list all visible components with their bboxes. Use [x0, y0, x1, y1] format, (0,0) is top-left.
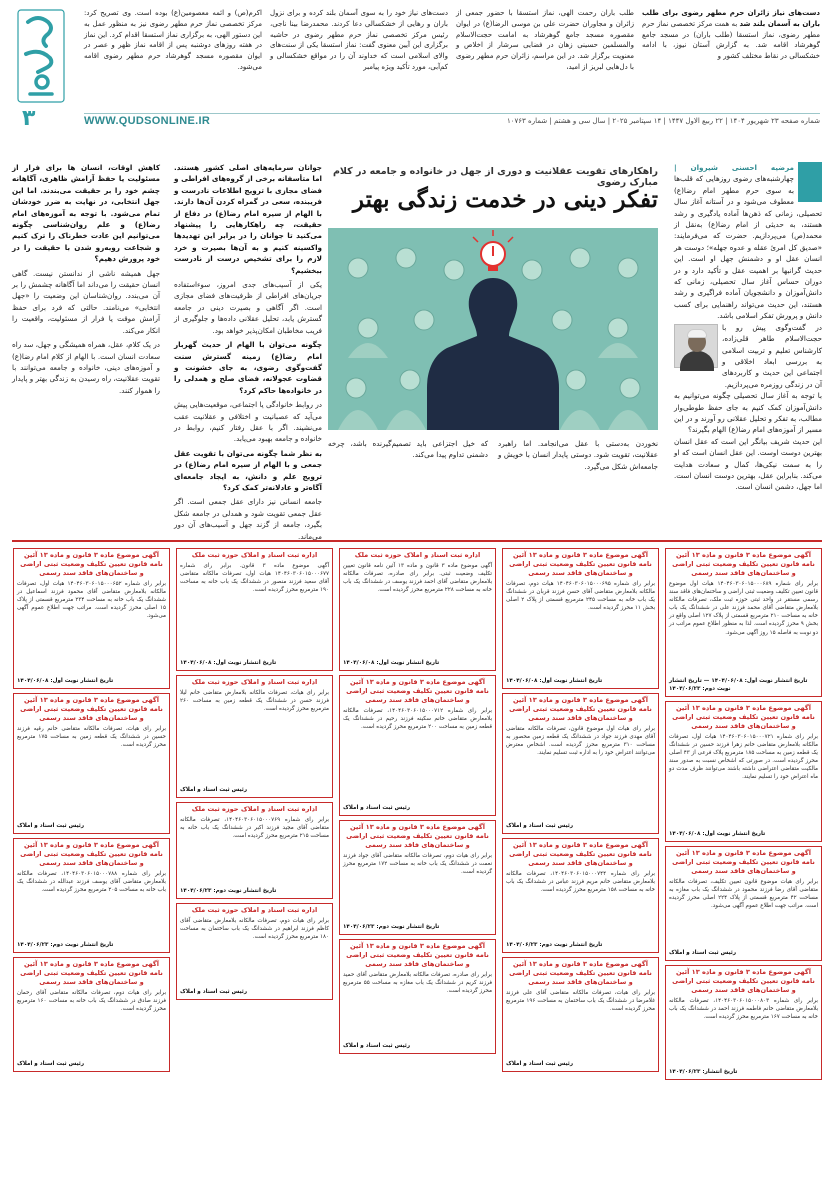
notice-signature: تاریخ انتشار نوبت دوم: ۱۴۰۴/۰۶/۲۳ — [506, 942, 603, 948]
notice-title: آگهی موضوع ماده ۳ قانون و ماده ۱۳ آئین نامه قانون تعیین تکلیف وضعیت ثبتی اراضی و ساختمان‌های فاقد سند رسمی — [20, 841, 163, 867]
masthead-news — [84, 8, 820, 108]
notice-signature: تاریخ انتشار نوبت اول: ۱۴۰۴/۰۶/۰۸ — [17, 678, 114, 684]
news-text: طلب باران رحمت الهی، نماز استسقا با حضور جمعی از زائران و مجاوران حضرت علی بن موسی الرضا(ع) در ایوان مقصوره مسجد جامع گوهرشاد به امامت حجت‌الاسلام والمسلمین حسینی زهان در فضایی سرشار از اخلاص و معنویت برگزار شد. در این مراسم، زائران حرم مطهر رضوی با دل‌هایی لبریز از امید، — [456, 9, 634, 71]
notice-signature: رئیس ثبت اسناد و املاک — [669, 950, 737, 956]
feature-article — [11, 162, 822, 541]
lead-column — [674, 162, 822, 527]
notice-box — [176, 548, 333, 671]
notice-body: برابر رای شماره ۱۴۰۴۶۰۳۰۶۰۱۵۰۰۰۷۸۸، تصرفات مالکانه بلامعارض متقاضی آقای یوسف فرزند عبدالله در ششدانگ یک باب خانه به مساحت ۲۰۵ مترمربع محرز گردیده است. — [17, 871, 166, 894]
answer-2: در روابط خانوادگی یا اجتماعی، موقعیت‌هایی پیش می‌آید که عصبانیت و اختلافی و عقلانیت عقب می‌نشیند. اگر با عقل رفتار کنیم، روابط در خانواده و جامعه بهبود می‌یابد. — [174, 400, 322, 444]
hero-block — [328, 162, 658, 527]
notice-box — [502, 693, 659, 834]
notice-box — [502, 838, 659, 953]
notice-title: آگهی موضوع ماده ۳ قانون و ماده ۱۳ آئین نامه قانون تعیین تکلیف وضعیت ثبتی اراضی و ساختمان‌های فاقد سند رسمی — [20, 696, 163, 722]
notice-signature: تاریخ انتشار: ۱۴۰۴/۰۶/۲۳ — [669, 1069, 738, 1075]
notice-title: آگهی موضوع ماده ۳ قانون و ماده ۱۳ آئین نامه قانون تعیین تکلیف وضعیت ثبتی اراضی و ساختمان‌های فاقد سند رسمی — [346, 678, 489, 704]
interview-intro: در گفت‌وگوی پیش رو با حجت‌الاسلام طاهر قلی‌زاده، کارشناس تعلیم و تربیت اسلامی به بررسی ابعاد اخلاقی و اجتماعی این حدیث و کاربردهای آن در زندگی روزمره می‌پردازیم. — [722, 322, 822, 389]
notice-signature: رئیس ثبت اسناد و املاک — [506, 1061, 574, 1067]
notice-title: آگهی موضوع ماده ۳ قانون و ماده ۱۳ آئین نامه قانون تعیین تکلیف وضعیت ثبتی اراضی و ساختمان‌های فاقد سند رسمی — [509, 551, 652, 577]
page-number: ۳ — [22, 106, 36, 131]
notice-title: آگهی موضوع ماده ۳ قانون و ماده ۱۳ آئین نامه قانون تعیین تکلیف وضعیت ثبتی اراضی و ساختمان‌های فاقد سند رسمی — [509, 841, 652, 867]
notice-signature: تاریخ انتشار نوبت دوم: ۱۴۰۴/۰۶/۲۳ — [180, 888, 277, 894]
news-column-2 — [456, 8, 634, 73]
notice-title: اداره ثبت اسناد و املاک حوزه ثبت ملک — [354, 551, 481, 559]
notice-signature: تاریخ انتشار نوبت اول: ۱۴۰۴/۰۶/۰۸ — [506, 678, 603, 684]
notice-signature: تاریخ انتشار نوبت اول: ۱۴۰۴/۰۶/۰۸ — [669, 831, 766, 837]
hero-subtext — [328, 438, 658, 528]
notice-column-4 — [176, 548, 333, 1190]
byline: مرضیه احسنی شیروان | — [674, 163, 794, 172]
notice-signature: رئیس ثبت اسناد و املاک — [17, 1061, 85, 1067]
article-kicker: راهکارهای تقویت عقلانیت و دوری از جهل در خانواده و جامعه در کلام مبارک رضوی — [332, 166, 658, 188]
notice-body: برابر رای هیات دوم، تصرفات مالکانه بلامعارض متقاضی آقای کاظم فرزند ابراهیم در ششدانگ یک باب ساختمان به مساحت ۱۸۰ مترمربع محرز گردیده است. — [180, 918, 329, 941]
news-headline: دست‌های نیاز زائران حرم مطهر رضوی برای طلب باران به آسمان بلند شد — [642, 9, 820, 28]
notice-title: اداره ثبت اسناد و املاک حوزه ثبت ملک — [191, 678, 318, 686]
news-column-4 — [84, 8, 262, 73]
notice-title: آگهی موضوع ماده ۳ قانون و ماده ۱۳ آئین نامه قانون تعیین تکلیف وضعیت ثبتی اراضی و ساختمان‌های فاقد سند رسمی — [672, 551, 815, 577]
notice-title: آگهی موضوع ماده ۳ قانون و ماده ۱۳ آئین نامه قانون تعیین تکلیف وضعیت ثبتی اراضی و ساختمان‌های فاقد سند رسمی — [672, 704, 815, 730]
notice-box — [339, 548, 496, 671]
notice-body: برابر رای شماره ۱۴۰۴۶۰۳۰۶۰۱۵۰۰۰۷۱۲، تصرفات مالکانه بلامعارض متقاضی خانم سکینه فرزند رحیم در ششدانگ یک قطعه زمین به مساحت ۲۰۰ مترمربع محرز گردیده است. — [343, 708, 492, 731]
notice-body: برابر رای هیات، تصرفات مالکانه متقاضی آقای علی فرزند غلامرضا در ششدانگ یک باب ساختمان به مساحت ۱۹۶ مترمربع محرز گردیده است. — [506, 990, 655, 1013]
notice-column-2 — [502, 548, 659, 1190]
notice-title: آگهی موضوع ماده ۳ قانون و ماده ۱۳ آئین نامه قانون تعیین تکلیف وضعیت ثبتی اراضی و ساختمان‌های فاقد سند رسمی — [346, 823, 489, 849]
notice-box — [502, 548, 659, 689]
notice-body: برابر رای هیات دوم، تصرفات مالکانه متقاضی آقای جواد فرزند نعمت در ششدانگ یک باب خانه به مساحت ۱۷۲ مترمربع محرز گردیده است. — [343, 853, 493, 876]
notice-signature: رئیس ثبت اسناد و املاک — [343, 1043, 411, 1049]
answer-4: یکی از آسیب‌های جدی امروز، سوءاستفاده جریان‌های افراطی از ظرفیت‌های فضای مجازی است. اگر آگاهی و بصیرت دینی در جامعه گسترش یابد، تحلیل عقلانی داده‌ها و جلوگیری از فریب مخاطبان امکان‌پذیر خواهد بود. — [174, 280, 322, 335]
news-text: به همت مرکز تخصصی نماز حرم مطهر رضوی، نماز استسقا (طلب باران) در مسجد جامع گوهرشاد اقامه شد. به گزارش آستان نیوز، با ادامه خشکسالی در نقاط مختلف کشور و — [642, 19, 820, 61]
answer-3: جامعه انسانی نیز دارای عقل جمعی است. اگر عقل جمعی تقویت شود و همدلی در جامعه شکل بگیرد، جامعه از گزند جهل و آسیب‌های آن دور می‌ماند. — [174, 497, 322, 541]
notice-body: برابر رای هیات موضوع قانون تعیین تکلیف، تصرفات مالکانه متقاضی آقای رضا فرزند محمود در ششدانگ یک باب مغازه به مساحت ۴۲ مترمربع قسمتی از پلاک ۲۲۴ اصلی محرز گردیده است. مراتب جهت اطلاع عموم آگهی می‌شود. — [669, 879, 818, 910]
question-3: به نظر شما چگونه می‌توان با تقویت عقل جمعی و با الهام از سیره امام رضا(ع) در ترویج علم و دانش، به ایجاد جامعه‌ای آگاه‌تر و عادلانه‌تر کمک کرد؟ — [174, 448, 322, 492]
lightbulb-silhouette-illustration — [328, 228, 658, 430]
notice-signature: رئیس ثبت اسناد و املاک — [180, 989, 248, 995]
legal-notices — [12, 548, 822, 1190]
notice-box — [13, 548, 170, 689]
masthead — [0, 0, 834, 135]
section-logo — [14, 8, 68, 131]
notice-box — [665, 701, 822, 842]
question-1: با توجه به آغاز سال تحصیلی چگونه می‌توانیم به دانش‌آموزان کمک کنیم به جای حفظ طوطی‌وار مطالب، به تفکر و تحلیل عقلانی رو آورند و در این مسیر از آموزه‌های امام رضا(ع) الهام بگیرند؟ — [674, 391, 822, 435]
notice-signature: تاریخ انتشار نوبت اول: ۱۴۰۴/۰۶/۰۸ — [180, 660, 277, 666]
notice-signature: تاریخ انتشار نوبت دوم: ۱۴۰۴/۰۶/۲۳ — [17, 942, 114, 948]
notice-signature: تاریخ انتشار نوبت اول: ۱۴۰۴/۰۶/۰۸ — تاریخ انتشار نوبت دوم: ۱۴۰۴/۰۶/۲۳ — [669, 678, 808, 692]
notice-box — [339, 939, 496, 1054]
notice-box — [176, 675, 333, 798]
notice-body: برابر رای هیات، تصرفات مالکانه متقاضی خانم رقیه فرزند حسین در ششدانگ یک قطعه زمین به مساحت ۱۷۵ مترمربع محرز گردیده است. — [17, 726, 167, 749]
masthead-info-bar — [84, 113, 820, 127]
article-column-q3-q4 — [174, 162, 322, 541]
subtext-left: که خیل اجتزاعی باید تصمیم‌گیرنده باشد، چرخه دشمنی تداوم پیدا می‌کند. — [328, 439, 488, 460]
notice-body: برابر رای هیات، تصرفات مالکانه بلامعارض متقاضی خانم لیلا فرزند حسن در ششدانگ یک قطعه زمین به مساحت ۲۶۰ مترمربع محرز گردیده است. — [180, 690, 329, 713]
notice-signature: تاریخ انتشار نوبت دوم: ۱۴۰۴/۰۶/۲۳ — [343, 924, 440, 930]
notice-body: برابر رای شماره ۱۴۰۴۶۰۳۰۶۰۱۵۰۰۰۶۸۹ هیات اول موضوع قانون تعیین تکلیف وضعیت ثبتی اراضی و ساختمان‌های فاقد سند رسمی مستقر در واحد ثبتی حوزه ثبت ملک، تصرفات مالکانه بلامعارض متقاضی آقای محمد فرزند علی در ششدانگ یک باب خانه به مساحت ۲۱۰ مترمربع قسمتی از پلاک ۱۲۷ اصلی واقع در بخش ۹ محرز گردیده است. لذا به منظور اطلاع عموم مراتب در دو نوبت به فاصله ۱۵ روز آگهی می‌شود. — [669, 581, 819, 636]
notice-signature: رئیس ثبت اسناد و املاک — [180, 787, 248, 793]
notice-title: آگهی موضوع ماده ۳ قانون و ماده ۱۳ آئین نامه قانون تعیین تکلیف وضعیت ثبتی اراضی و ساختمان‌های فاقد سند رسمی — [20, 551, 163, 577]
notice-body: برابر رای شماره ۱۴۰۴۶۰۳۰۶۰۱۵۰۰۰۷۲۱ هیات اول، تصرفات مالکانه بلامعارض متقاضی خانم زهرا فرزند حسین در ششدانگ یک قطعه زمین به مساحت ۱۸۵ مترمربع پلاک فرعی از ۴۳ اصلی محرز گردیده است. در صورتی که اشخاص نسبت به صدور سند مالکیت متقاضی اعتراضی داشته باشند می‌توانند ظرف مدت دو ماه اعتراض خود را تسلیم نمایند. — [669, 734, 818, 781]
answer-5: جهل همیشه ناشی از ندانستن نیست. گاهی انسان حقیقت را می‌داند اما آگاهانه چشمش را بر آن می‌بندد. روان‌شناسان این وضعیت را «جهل انتخابی» می‌نامند. حالتی که فرد برای حفظ آرامش موقت یا فرار از مسئولیت، واقعیت را انکار می‌کند. — [12, 268, 160, 335]
notice-title: آگهی موضوع ماده ۳ قانون و ماده ۱۳ آئین نامه قانون تعیین تکلیف وضعیت ثبتی اراضی و ساختمان‌های فاقد سند رسمی — [509, 960, 652, 986]
notice-box — [176, 802, 333, 899]
question-4: جوانان سرمایه‌های اصلی کشور هستند. اما متأسفانه برخی از گروه‌های افراطی و فضای مجازی با ترویج اطلاعات نادرست و فریبنده، سعی در گمراه کردن آن‌ها دارند. با الهام از سیره امام رضا(ع) در دفاع از حقیقت، چه راهکارهایی را پیشنهاد می‌کنید تا جوانان را در برابر این تهدیدها واکسینه کنیم و به آن‌ها بصیرت و خرد لازم را برای تشخیص درست از نادرست ببخشیم؟ — [174, 163, 322, 275]
notice-box — [502, 957, 659, 1072]
notice-title: اداره ثبت اسناد و املاک حوزه ثبت ملک — [191, 805, 318, 813]
notice-column-5 — [13, 548, 170, 1190]
news-column-1 — [642, 8, 820, 62]
answer-1: این حدیث شریف بیانگر این است که عقل انسان بهترین دوست اوست. این عقل انسان است که او را به سمت نیکی‌ها، کمال و سعادت هدایت می‌کند. بنابراین عقل، بهترین دوست انسان است. اما جهل، دشمن انسان است. — [674, 436, 822, 492]
notice-body: برابر رای شماره ۱۴۰۴۶۰۳۰۶۰۱۵۰۰۰۶۵۲ هیات اول، تصرفات مالکانه بلامعارض متقاضی آقای محمود فرزند اسماعیل در ششدانگ یک باب خانه به مساحت ۲۳۴ مترمربع قسمتی از پلاک ۱۵ اصلی محرز گردیده است. مراتب جهت اطلاع عموم آگهی می‌شود. — [17, 581, 166, 620]
notice-body: آگهی موضوع ماده ۳ قانون. برابر رای شماره ۱۴۰۴۶۰۳۰۶۰۱۵۰۰۰۶۷۷ هیات اول، تصرفات مالکانه متقاضی آقای سعید فرزند منصور در ششدانگ یک باب خانه به مساحت ۱۹۰ مترمربع محرز گردیده است. — [180, 563, 329, 594]
notice-column-3 — [339, 548, 496, 1190]
notice-title: آگهی موضوع ماده ۳ قانون و ماده ۱۳ آئین نامه قانون تعیین تکلیف وضعیت ثبتی اراضی و ساختمان‌های فاقد سند رسمی — [672, 968, 815, 994]
notice-body: برابر رای شماره ۱۴۰۴۶۰۳۰۶۰۱۵۰۰۰۷۶۹، تصرفات مالکانه متقاضی آقای مجید فرزند اکبر در ششدانگ یک باب خانه به مساحت ۲۱۵ مترمربع محرز گردیده است. — [180, 817, 329, 840]
notice-box — [665, 548, 822, 697]
notice-box — [13, 957, 170, 1072]
notice-body: برابر رای شماره ۱۴۰۴۶۰۳۰۶۰۱۵۰۰۰۶۹۵ هیات دوم، تصرفات مالکانه بلامعارض متقاضی آقای حسن فرزند قربان در ششدانگ یک باب خانه به مساحت ۲۴۵ مترمربع قسمتی از پلاک ۲ اصلی بخش ۱۱ محرز گردیده است. — [506, 581, 655, 612]
notice-signature: تاریخ انتشار نوبت اول: ۱۴۰۴/۰۶/۰۸ — [343, 660, 440, 666]
question-5: کاهش اوقات، انسان ها برای فرار از مسئولیت یا حفظ آرامش ظاهری، آگاهانه چشم خود را بر حقیقت می‌بندند. اما این جهل انتخابی، در نهایت به ضرر خودشان تمام می‌شود. با توجه به آموزه‌های امام رضا(ع) و علم روان‌شناسی چگونه می‌توانیم این عادت خطرناک را ترک کنیم و شجاعت روبه‌رو شدن با حقیقت را در خود پرورش دهیم؟ — [12, 163, 160, 264]
notice-box — [339, 820, 496, 935]
notice-title: آگهی موضوع ماده ۳ قانون و ماده ۱۳ آئین نامه قانون تعیین تکلیف وضعیت ثبتی اراضی و ساختمان‌های فاقد سند رسمی — [20, 960, 163, 986]
notice-box — [665, 846, 822, 961]
subtext-right: نخوردن به‌دستی با عقل می‌انجامد. اما راهبرد عقلانیت، تقویت شود. دوستی پایدار انسان با خویش و جامعه‌اش شکل می‌گیرد. — [498, 439, 658, 471]
rawaq-quds-logo — [14, 8, 68, 104]
notice-box — [13, 838, 170, 953]
notice-title: آگهی موضوع ماده ۳ قانون و ماده ۱۳ آئین نامه قانون تعیین تکلیف وضعیت ثبتی اراضی و ساختمان‌های فاقد سند رسمی — [509, 696, 652, 722]
notice-body: برابر رای هیات اول موضوع قانون، تصرفات مالکانه متقاضی آقای مهدی فرزند جواد در ششدانگ یک قطعه زمین محصور به مساحت ۳۱۰ مترمربع محرز گردیده است. اشخاص معترض می‌توانند اعتراض خود را به اداره ثبت تسلیم نمایند. — [506, 726, 656, 757]
interviewee-photo — [674, 324, 718, 368]
news-text: اکرم(ص) و ائمه معصومین(ع) بوده است. وی تصریح کرد: مرکز تخصصی نماز حرم مطهر رضوی نیز به منظور عمل به این دستور الهی، به برگزاری نماز استسقا اقدام کرد. این نماز در هفته روزهای دوشنبه پس از اقامه نماز ظهر و عصر در ایوان مقصوره مسجد گوهرشاد حرم مطهر رضوی اقامه می‌شود. — [84, 9, 262, 71]
drop-cap — [798, 162, 822, 202]
notice-body: آگهی موضوع ماده ۳ قانون و ماده ۱۳ آئین نامه قانون تعیین تکلیف وضعیت ثبتی. برابر رای صادره، تصرفات مالکانه بلامعارض متقاضی آقای احمد فرزند یوسف در ششدانگ یک باب خانه به مساحت ۲۲۸ مترمربع محرز گردیده است. — [343, 563, 492, 594]
notice-title: آگهی موضوع ماده ۳ قانون و ماده ۱۳ آئین نامه قانون تعیین تکلیف وضعیت ثبتی اراضی و ساختمان‌های فاقد سند رسمی — [672, 849, 815, 875]
notice-body: برابر رای شماره ۱۴۰۴۶۰۳۰۶۰۱۵۰۰۰۷۴۴، تصرفات مالکانه بلامعارض متقاضی خانم مریم فرزند عباس در ششدانگ یک باب خانه به مساحت ۱۵۸ مترمربع محرز گردیده است. — [506, 871, 655, 894]
notice-box — [665, 965, 822, 1080]
lead-text: چهارشنبه‌های رضوی روزهایی که قلب‌ها به سوی حرم مطهر امام رضا(ع) معطوف می‌شود و در آستانه آغاز سال تحصیلی، زمانی که ذهن‌ها آماده یادگیری و رشد هستند، به حدیثی از امام رضا(ع) به‌نقل از محمد(ص) می‌پردازیم. حضرت که می‌فرمایند: «صدیق کل امرئ عقله و عدوه جهله»؛ دوست هر انسان عقل او و دشمنش جهل او است. این حدیث گرانبها بر اهمیت عقل و تأکید دارد و در دوران حساس آغاز سال تحصیلی، زمانی که دانش‌آموزان و دانشجویان آماده فراگیری و رشد هستند، این حدیث می‌تواند راهنمایی برای کسب دانش و پرورش تفکر اسلامی باشد. — [674, 174, 822, 321]
notice-body: برابر رای هیات دوم، تصرفات مالکانه متقاضی آقای رحمان فرزند صادق در ششدانگ یک باب خانه به مساحت ۱۶۰ مترمربع محرز گردیده است. — [17, 990, 166, 1013]
closing-paragraph: در یک کلام، عقل، همراه همیشگی و جهل، سد راه سعادت انسان است. با الهام از کلام امام رضا(ع) و آموزه‌های دینی، خانواده و جامعه می‌توانند با تقویت عقلانیت، راه رسیدن به زندگی بهتر و پایدار را هموار کنند. — [11, 340, 160, 395]
question-2: چگونه می‌توان با الهام از حدیث گهربار امام رضا(ع) زمینه گسترش سنت گفت‌وگوی رضوی، به جای خشونت و قضاوت عجولانه، فضای صلح و همدلی را در خانواده‌ها حاکم کرد؟ — [174, 340, 322, 395]
notice-title: اداره ثبت اسناد و املاک حوزه ثبت ملک — [191, 551, 318, 559]
notice-box — [339, 675, 496, 816]
notice-signature: رئیس ثبت اسناد و املاک — [506, 823, 574, 829]
notice-body: برابر رای شماره ۱۴۰۴۶۰۳۰۶۰۱۵۰۰۰۸۰۳، تصرفات مالکانه بلامعارض متقاضی خانم فاطمه فرزند احمد در ششدانگ یک باب خانه به مساحت ۱۶۷ مترمربع محرز گردیده است. — [669, 998, 818, 1021]
notice-box — [13, 693, 170, 834]
section-divider — [12, 540, 822, 542]
website-link[interactable]: WWW.QUDSONLINE.IR — [84, 115, 211, 127]
notice-signature: رئیس ثبت اسناد و املاک — [343, 805, 411, 811]
notice-signature: رئیس ثبت اسناد و املاک — [17, 823, 85, 829]
news-column-3 — [270, 8, 448, 73]
notice-body: برابر رای صادره، تصرفات مالکانه بلامعارض متقاضی آقای حمید فرزند کریم در ششدانگ یک باب مغازه به مساحت ۵۵ مترمربع محرز گردیده است. — [343, 972, 492, 995]
notice-title: آگهی موضوع ماده ۳ قانون و ماده ۱۳ آئین نامه قانون تعیین تکلیف وضعیت ثبتی اراضی و ساختمان‌های فاقد سند رسمی — [346, 942, 489, 968]
notice-column-1 — [665, 548, 822, 1190]
notice-box — [176, 903, 333, 1000]
article-headline: تفکر دینی در خدمت زندگی بهتر — [352, 186, 658, 213]
article-column-q5 — [12, 162, 160, 527]
notice-title: اداره ثبت اسناد و املاک حوزه ثبت ملک — [191, 906, 318, 914]
news-text: دست‌های نیاز خود را به سوی آسمان بلند کرده و برای نزول باران و رهایی از خشکسالی دعا کردند. محمدرضا بینا ناجی، رئیس مرکز تخصصی نماز حرم مطهر رضوی در حاشیه برگزاری این آیین معنوی گفت: نماز استسقا یکی از سنت‌های والای اسلامی است که خداوند آن را در مواقع خشکسالی و کم‌آبی، مورد تأکید ویژه پیامبر — [270, 9, 448, 71]
issue-date-line: شماره صفحه ۲۳ شهریور ۱۴۰۴ | ۲۲ ربیع الاول ۱۴۴۷ | ۱۴ سپتامبر ۲۰۲۵ | سال سی و هشتم | شماره ۱۰۷۶۳ — [507, 117, 820, 125]
